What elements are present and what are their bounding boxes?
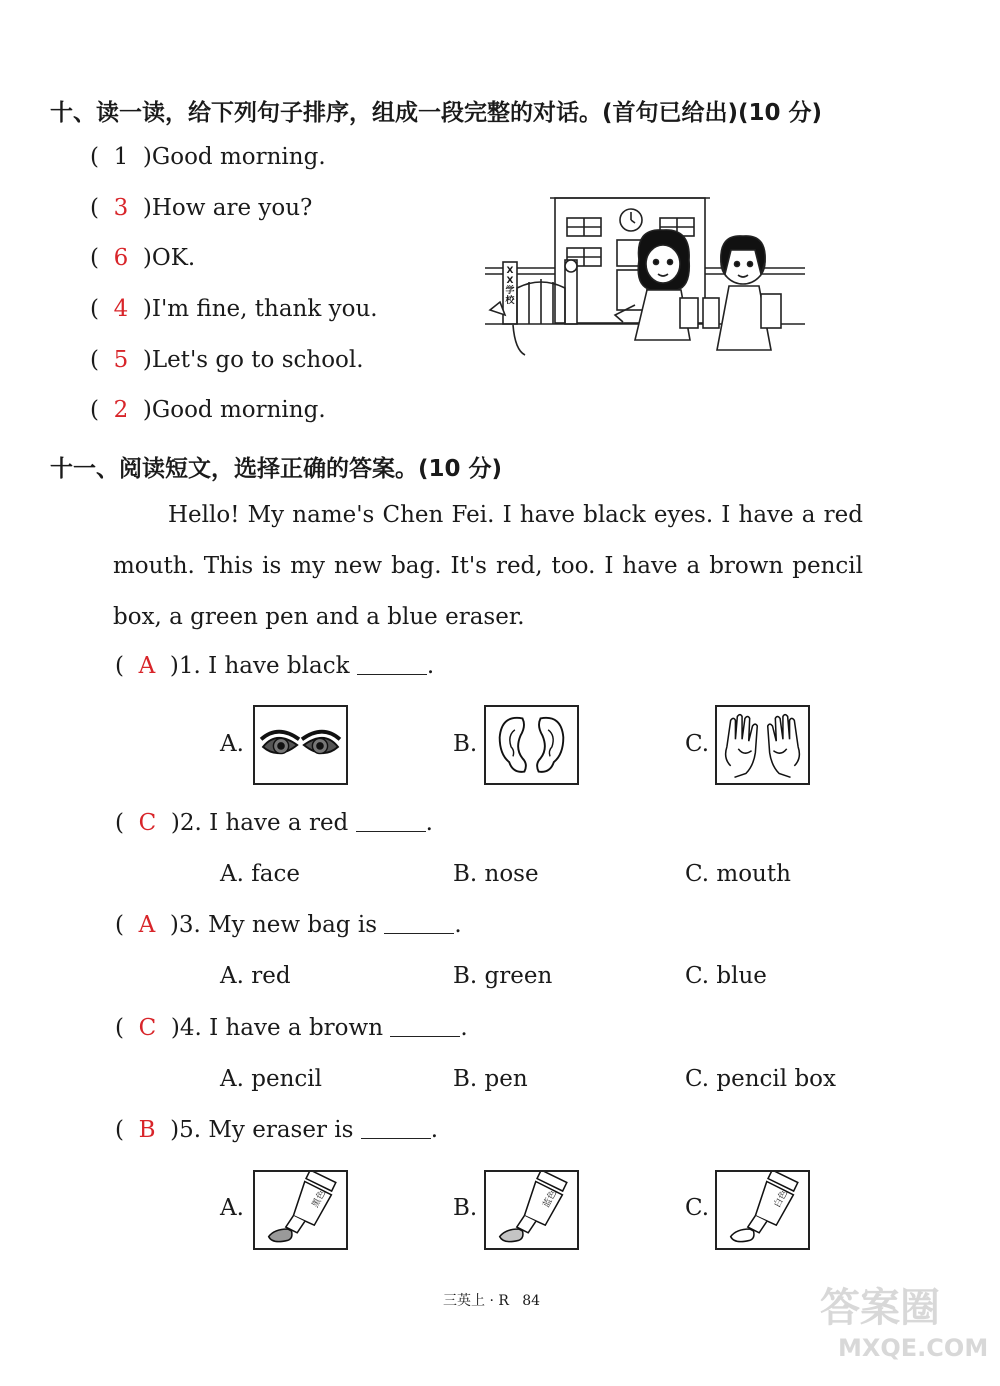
- answer-blank: [390, 1035, 460, 1037]
- eyes-icon: [255, 707, 346, 783]
- question-3: ( A )3. My new bag is .: [115, 912, 462, 938]
- question-2: ( C )2. I have a red .: [115, 810, 433, 836]
- q4-option-b: B. pen: [453, 1066, 528, 1092]
- order-sentence: Good morning.: [151, 397, 326, 423]
- q2-option-b: B. nose: [453, 861, 539, 887]
- order-item-5: ( 5 )Let's go to school.: [90, 347, 364, 373]
- paint-tube-picture-a: [253, 1170, 348, 1250]
- q4-option-a: A. pencil: [220, 1066, 322, 1092]
- q3-option-b: B. green: [453, 963, 553, 989]
- question-end: .: [426, 653, 435, 679]
- q3-option-c: C. blue: [685, 963, 767, 989]
- question-end: .: [425, 810, 433, 836]
- hands-picture: [715, 705, 810, 785]
- order-answer: 6: [113, 245, 129, 271]
- question-answer: A: [138, 653, 156, 679]
- tube-label: 黑色: [310, 1188, 328, 1210]
- footer-label: 三英上 · R: [443, 1293, 509, 1309]
- answer-blank: [384, 932, 454, 934]
- paint-tube-picture-b: [484, 1170, 579, 1250]
- question-text: 2. I have a red: [179, 810, 349, 836]
- q5-option-a-label: A.: [220, 1195, 244, 1221]
- order-number: 1: [113, 144, 129, 170]
- paint-tube-picture-c: [715, 1170, 810, 1250]
- order-answer: 3: [113, 195, 129, 221]
- question-end: .: [430, 1117, 439, 1143]
- q1-option-a-label: A.: [220, 731, 244, 757]
- order-sentence: I'm fine, thank you.: [151, 296, 378, 322]
- order-item-2: ( 3 )How are you?: [90, 195, 313, 221]
- section-10-heading: 十、读一读，给下列句子排序，组成一段完整的对话。(首句已给出)(10 分): [50, 100, 823, 126]
- question-4: ( C )4. I have a brown .: [115, 1015, 468, 1041]
- paint-tube-icon: [717, 1172, 808, 1248]
- question-end: .: [454, 912, 462, 938]
- hands-icon: [717, 707, 808, 783]
- school-girls-drawing: [485, 190, 805, 360]
- order-item-1: ( 1 )Good morning.: [90, 144, 326, 170]
- question-text: 4. I have a brown: [179, 1015, 384, 1041]
- reading-passage: Hello! My name's Chen Fei. I have black eyes. I have a red mouth. This is my new bag. It's red, too. I have a brown pencil box, a green pen and a blue eraser.: [113, 502, 863, 630]
- page-footer: [443, 1290, 540, 1310]
- question-end: .: [460, 1015, 468, 1041]
- school-sign: XX学校: [505, 266, 515, 306]
- question-answer: B: [138, 1117, 156, 1143]
- watermark-url: MXQE.COM: [838, 1334, 989, 1362]
- question-answer: C: [138, 810, 157, 836]
- ears-icon: [486, 707, 577, 783]
- q1-option-c-label: C.: [685, 731, 710, 757]
- question-1: ( A )1. I have black .: [115, 653, 435, 679]
- order-sentence: How are you?: [151, 195, 313, 221]
- order-sentence: Let's go to school.: [151, 347, 364, 373]
- order-item-3: ( 6 )OK.: [90, 245, 196, 271]
- order-item-6: ( 2 )Good morning.: [90, 397, 326, 423]
- question-text: 5. My eraser is: [179, 1117, 354, 1143]
- question-5: ( B )5. My eraser is .: [115, 1117, 439, 1143]
- section-11-heading: 十一、阅读短文，选择正确的答案。(10 分): [50, 456, 503, 482]
- school-illustration: [485, 190, 805, 360]
- question-text: 1. I have black: [178, 653, 350, 679]
- paint-tube-icon: [255, 1172, 346, 1248]
- paint-tube-icon: [486, 1172, 577, 1248]
- order-answer: 5: [113, 347, 129, 373]
- question-text: 3. My new bag is: [178, 912, 378, 938]
- answer-blank: [357, 673, 427, 675]
- eyes-picture: [253, 705, 348, 785]
- q3-option-a: A. red: [220, 963, 291, 989]
- tube-label: 白色: [772, 1188, 790, 1210]
- q2-option-c: C. mouth: [685, 861, 791, 887]
- ears-picture: [484, 705, 579, 785]
- q5-option-b-label: B.: [453, 1195, 478, 1221]
- answer-blank: [356, 830, 426, 832]
- order-answer: 4: [113, 296, 129, 322]
- tube-label: 蓝色: [541, 1188, 559, 1210]
- page-number: 84: [522, 1293, 541, 1309]
- answer-blank: [361, 1137, 431, 1139]
- order-sentence: Good morning.: [151, 144, 326, 170]
- question-answer: C: [138, 1015, 157, 1041]
- question-answer: A: [138, 912, 156, 938]
- watermark-logo: 答案圈: [820, 1285, 940, 1331]
- q1-option-b-label: B.: [453, 731, 478, 757]
- order-sentence: OK.: [151, 245, 196, 271]
- q2-option-a: A. face: [220, 861, 300, 887]
- q5-option-c-label: C.: [685, 1195, 710, 1221]
- order-answer: 2: [113, 397, 129, 423]
- order-item-4: ( 4 )I'm fine, thank you.: [90, 296, 378, 322]
- q4-option-c: C. pencil box: [685, 1066, 836, 1092]
